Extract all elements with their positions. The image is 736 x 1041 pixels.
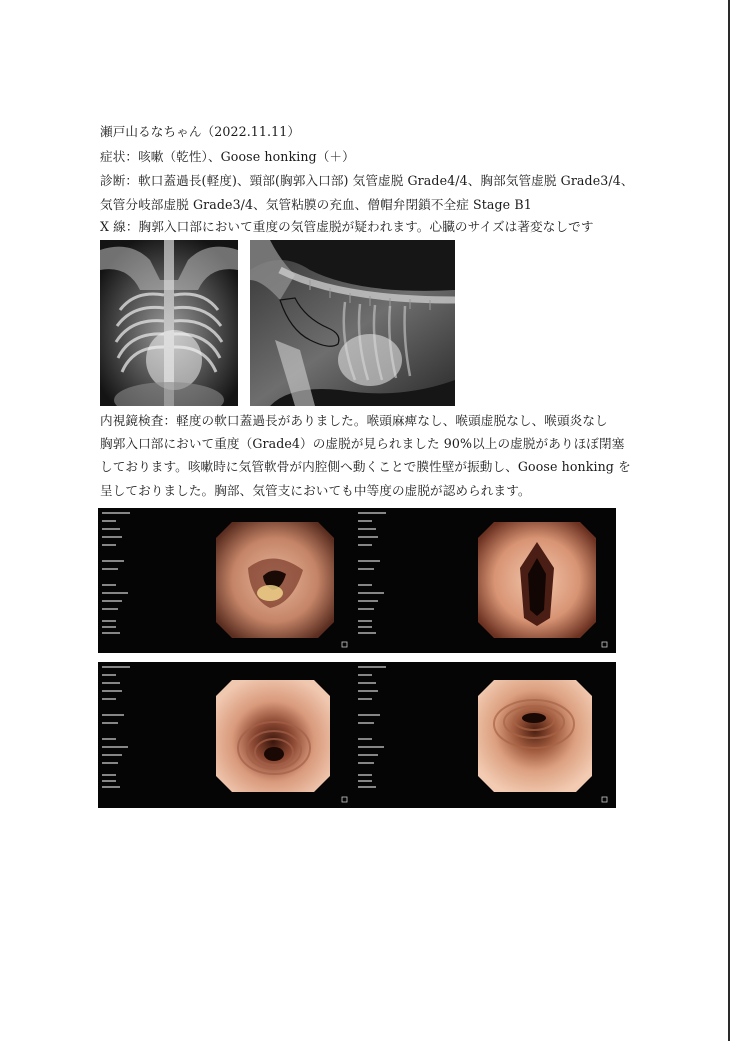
xray-ventrodorsal-image: [100, 240, 238, 406]
endoscopy-line-1: 内視鏡検査：軽度の軟口蓋過長がありました。喉頭麻痺なし、喉頭虚脱なし、喉頭炎なし: [100, 413, 608, 428]
endoscope-image-larynx-open: [354, 508, 616, 653]
diagnosis-line-1: 診断：軟口蓋過長(軽度)、頸部(胸郭入口部) 気管虚脱 Grade4/4、胸部気管虚脱 Grade3/4、: [100, 173, 634, 188]
xray-finding-line: X 線：胸郭入口部において重度の気管虚脱が疑われます。心臓のサイズは著変なしです: [100, 219, 594, 234]
endoscope-image-trachea-lumen: [98, 662, 356, 808]
scan-edge-line: [728, 0, 730, 1041]
xray-lateral-image: [250, 240, 455, 406]
endoscope-image-trachea-lumen-distal: [354, 662, 616, 808]
patient-title: 瀬戸山るなちゃん（2022.11.11）: [100, 124, 301, 139]
diagnosis-line-2: 気管分岐部虚脱 Grade3/4、気管粘膜の充血、僧帽弁閉鎖不全症 Stage B1: [100, 197, 532, 212]
endoscopy-line-3: しております。咳嗽時に気管軟骨が内腔側へ動くことで膜性壁が振動し、Goose honking を: [100, 459, 631, 474]
endoscope-image-larynx-collapse: [98, 508, 356, 653]
endoscopy-line-2: 胸郭入口部において重度（Grade4）の虚脱が見られました 90%以上の虚脱がありほぼ閉塞: [100, 436, 625, 451]
symptom-line: 症状：咳嗽（乾性）、Goose honking（＋）: [100, 149, 355, 164]
endoscopy-line-4: 呈しておりました。胸部、気管支においても中等度の虚脱が認められます。: [100, 483, 531, 498]
